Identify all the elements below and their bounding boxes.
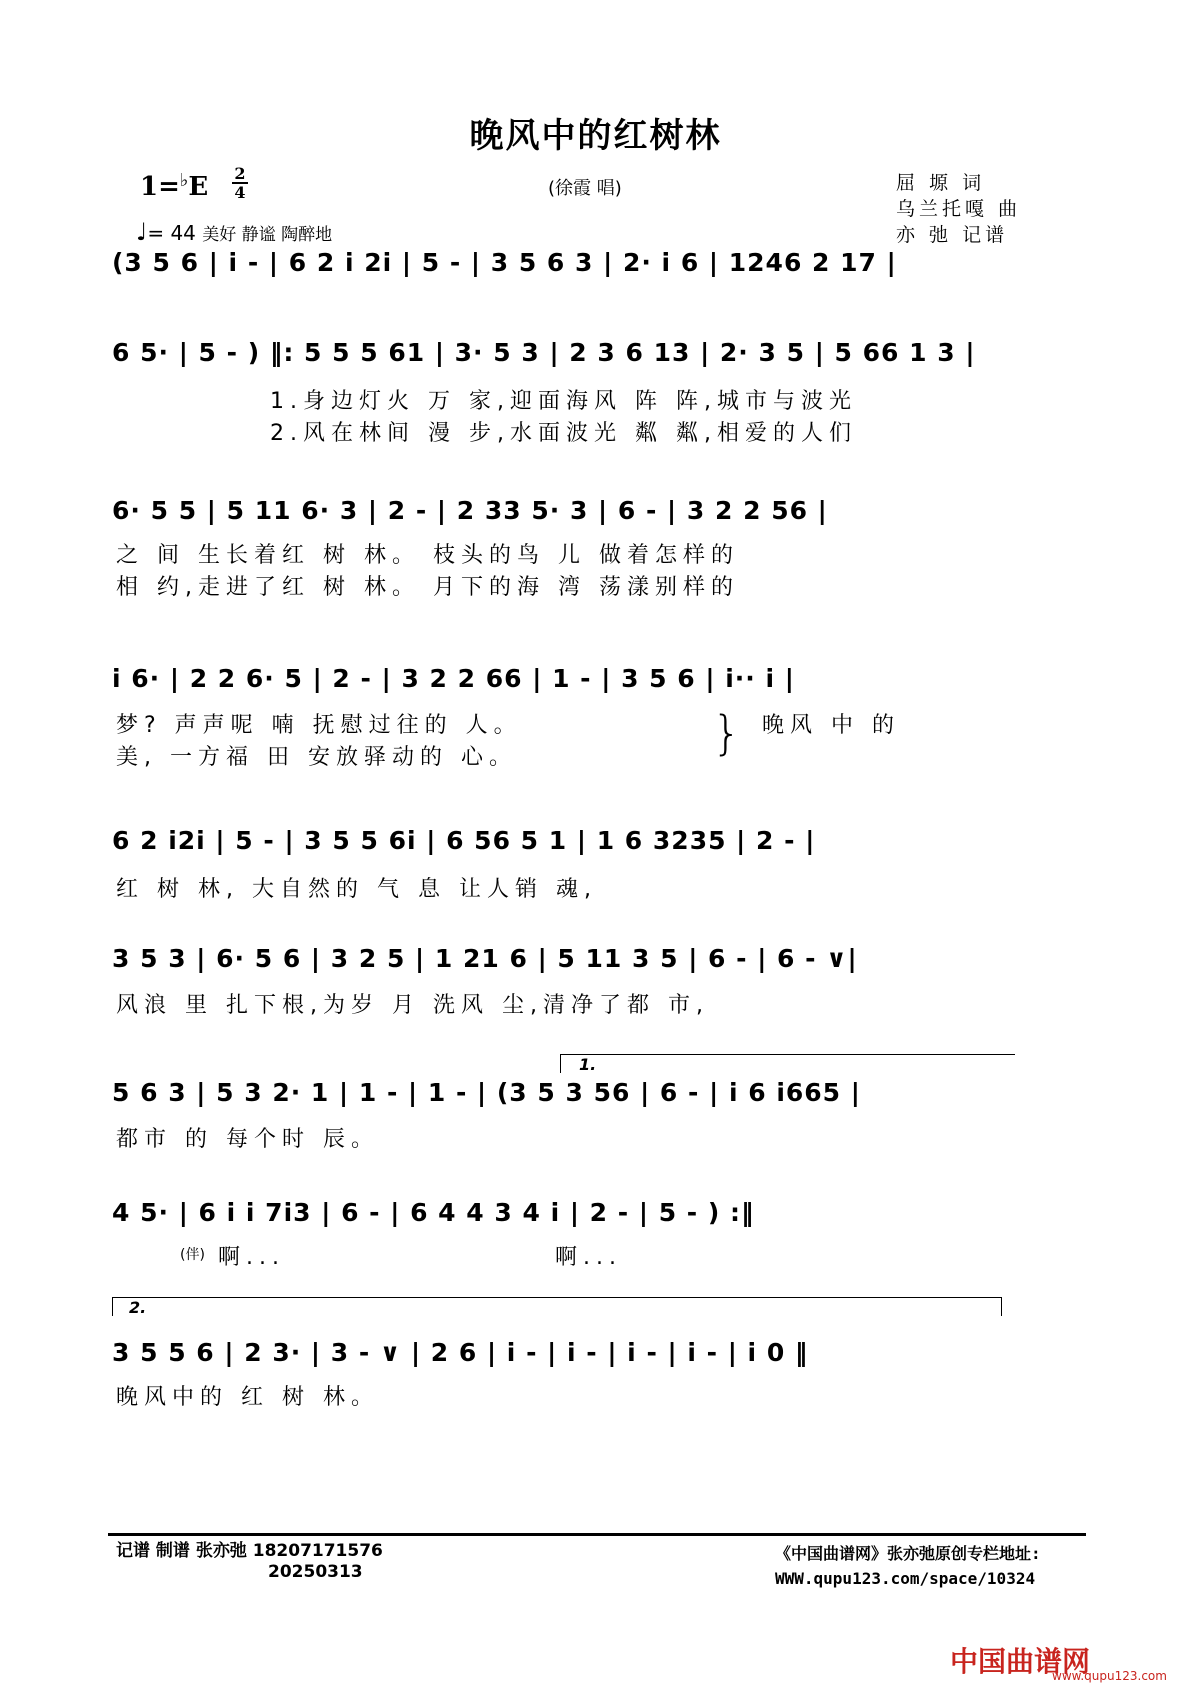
lyrics-row-2-verse-1: 1.身边灯火 万 家,迎面海风 阵 阵,城市与波光 bbox=[270, 389, 857, 414]
score-row-4: i 6· | 2 2 6· 5 | 2 - | 3 2 2 66 | 1 - | 3 5 6 | i·· i | bbox=[112, 664, 795, 693]
lyrics-row-3-verse-1: 之 间 生长着红 树 林。 枝头的鸟 儿 做着怎样的 bbox=[116, 543, 739, 568]
lyrics-row-4-chorus: 晚风 中 的 bbox=[762, 713, 900, 738]
flat-icon: ♭ bbox=[179, 170, 189, 191]
singer-credit: (徐霞 唱) bbox=[548, 178, 622, 199]
lyrics-row-4-verse-2: 美, 一方福 田 安放驿动的 心。 bbox=[116, 745, 517, 770]
page-title: 晚风中的红树林 bbox=[469, 116, 722, 156]
watermark-url: www.qupu123.com bbox=[1052, 1669, 1167, 1683]
lyrics-row-7: 都市 的 每个时 辰。 bbox=[116, 1127, 379, 1152]
column-url[interactable]: WWW.qupu123.com/space/10324 bbox=[775, 1569, 1036, 1588]
time-signature: 2 4 bbox=[232, 166, 248, 200]
quarter-note-icon: ♩ bbox=[136, 218, 148, 246]
credits-block bbox=[896, 170, 1021, 248]
score-row-2: 6 5· | 5 - ) ‖: 5 5 5 61 | 3· 5 3 | 2 3 6 13 | 2· 3 5 | 5 66 1 3 | bbox=[112, 338, 976, 367]
lyrics-row-9: 晚风中的 红 树 林。 bbox=[116, 1385, 379, 1410]
lyrics-row-6: 风浪 里 扎下根,为岁 月 洗风 尘,清净了都 市, bbox=[116, 993, 709, 1018]
lyrics-row-2-verse-2: 2.风在林间 漫 步,水面波光 粼 粼,相爱的人们 bbox=[270, 421, 857, 446]
score-row-6: 3 5 3 | 6· 5 6 | 3 2 5 | 1 21 6 | 5 11 3 5 | 6 - | 6 - ∨| bbox=[112, 944, 858, 973]
footer-divider bbox=[108, 1533, 1086, 1536]
score-row-3: 6· 5 5 | 5 11 6· 3 | 2 - | 2 33 5· 3 | 6 - | 3 2 2 56 | bbox=[112, 496, 828, 525]
lyrics-row-8-a: 啊... bbox=[218, 1245, 285, 1270]
tempo-marking: ♩= 44 美好 静谧 陶醉地 bbox=[136, 218, 333, 246]
key-signature: 1=♭E bbox=[140, 170, 209, 202]
watermark-logo: 中国曲谱网 bbox=[950, 1645, 1091, 1678]
composer-credit: 乌兰托嘎 曲 bbox=[896, 198, 1022, 220]
score-row-7: 5 6 3 | 5 3 2· 1 | 1 - | 1 - | (3 5 3 56 | 6 - | i 6 i665 | bbox=[112, 1078, 861, 1107]
lyrics-row-5: 红 树 林, 大自然的 气 息 让人销 魂, bbox=[116, 877, 597, 902]
lyricist-credit: 屈 塬 词 bbox=[896, 172, 986, 194]
volta-bracket-1: 1. bbox=[560, 1054, 1015, 1073]
transcription-date: 20250313 bbox=[268, 1562, 363, 1582]
score-row-5: 6 2 i2i | 5 - | 3 5 5 6i | 6 56 5 1 | 1 6 3235 | 2 - | bbox=[112, 826, 816, 855]
lyrics-row-4-verse-1: 梦? 声声呢 喃 抚慰过往的 人。 bbox=[116, 713, 522, 738]
verse-brace: } bbox=[712, 706, 742, 760]
score-row-9: 3 5 5 6 | 2 3· | 3 - ∨ | 2 6 | i - | i - | i - | i - | i 0 ‖ bbox=[112, 1338, 809, 1367]
lyrics-row-3-verse-2: 相 约,走进了红 树 林。 月下的海 湾 荡漾别样的 bbox=[116, 575, 739, 600]
footer-right bbox=[775, 1541, 1041, 1591]
accompaniment-label: (伴) bbox=[180, 1247, 205, 1263]
volta-bracket-2: 2. bbox=[112, 1297, 1002, 1316]
column-address-label: 《中国曲谱网》张亦弛原创专栏地址: bbox=[775, 1544, 1041, 1563]
score-row-1: (3 5 6 | i - | 6 2 i 2i | 5 - | 3 5 6 3 | 2· i 6 | 1246 2 17 | bbox=[112, 248, 897, 277]
transcriber-credit: 亦 弛 记谱 bbox=[896, 224, 1009, 246]
transcriber-contact: 记谱 制谱 张亦弛 18207171576 bbox=[116, 1541, 383, 1561]
score-row-8: 4 5· | 6 i i 7i3 | 6 - | 6 4 4 3 4 i | 2 - | 5 - ) :‖ bbox=[112, 1198, 755, 1227]
lyrics-row-8-b: 啊... bbox=[555, 1245, 622, 1270]
tempo-description: 美好 静谧 陶醉地 bbox=[202, 225, 333, 245]
footer-left bbox=[116, 1541, 383, 1583]
